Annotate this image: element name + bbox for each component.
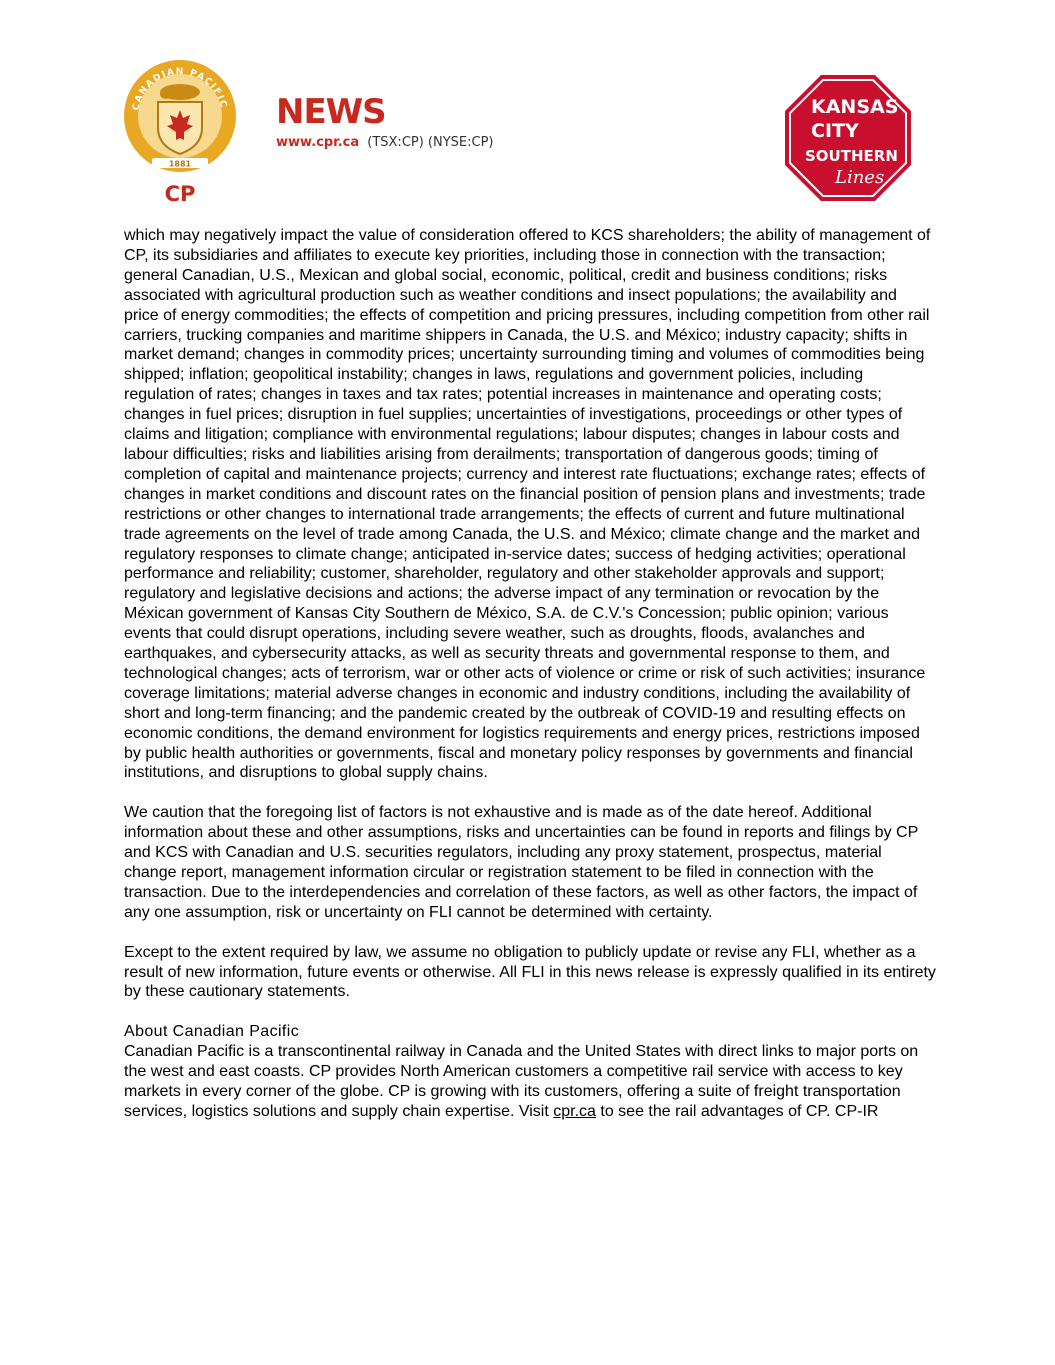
news-header	[276, 94, 494, 150]
cp-logo	[122, 58, 238, 206]
no-obligation-paragraph: Except to the extent required by law, we assume no obligation to publicly update or revise any FLI, whether as a result of new information, future events or otherwise. All FLI in this news release is expressly qualified in its entirety by these cautionary statements.	[124, 943, 936, 1001]
cpr-link[interactable]: cpr.ca	[553, 1102, 596, 1120]
website-text: www.cpr.ca	[276, 135, 360, 150]
document-body	[124, 226, 936, 1122]
about-paragraph	[124, 1042, 936, 1122]
kcs-logo	[783, 73, 913, 203]
kcs-logo-line4: Lines	[835, 167, 885, 188]
kcs-logo-line1: KANSAS	[811, 96, 899, 118]
about-text: Canadian Pacific is a transcontinental railway in Canada and the United States with direct links to major ports on the west and east coasts. CP provides North American customers a competitive rail service with access to key markets in every corner of the globe. CP is growing with its customers, offering a suite of freight transportation services, logistics solutions and supply chain expertise. Visit	[124, 1043, 919, 1120]
kcs-logo-line3: SOUTHERN	[805, 147, 898, 165]
about-text-end: to see the rail advantages of CP. CP-IR	[595, 1102, 879, 1120]
caution-paragraph: We caution that the foregoing list of factors is not exhaustive and is made as of the date hereof. Additional information about these and other assumptions, risks and uncertainties can be found in reports and filings by CP and KCS with Canadian and U.S. securities regulators, including any proxy statement, prospectus, material change report, management information circular or registration statement to be filed in connection with the transaction. Due to the interdependencies and correlation of these factors, as well as other factors, the impact of any one assumption, risk or uncertainty on FLI cannot be determined with certainty.	[124, 804, 918, 921]
cp-logo-monogram: CP	[164, 182, 196, 206]
kcs-logo-line2: CITY	[811, 120, 859, 142]
cp-logo-year: 1881	[168, 159, 192, 169]
news-subline	[276, 135, 494, 150]
cp-logo-ring-text: CANADIAN PACIFIC	[131, 66, 229, 112]
news-title: NEWS	[276, 92, 386, 132]
about-heading: About Canadian Pacific	[124, 1023, 300, 1041]
risk-factors-paragraph: which may negatively impact the value of consideration offered to KCS shareholders; the ability of management of CP, its subsidiaries and affiliates to execute key priorities, including those in connection with the transaction; general Canadian, U.S., Mexican and global social, economic, political, credit and business conditions; risks associated with agricultural production such as weather conditions and insect populations; the availability and price of energy commodities; the effects of competition and pricing pressures, including competition from other rail carriers, trucking companies and maritime shippers in Canada, the U.S. and México; industry capacity; shifts in market demand; changes in commodity prices; uncertainty surrounding timing and volumes of commodities being shipped; inflation; geopolitical instability; changes in laws, regulations and government policies, including regulation of rates; changes in taxes and tax rates; potential increases in maintenance and operating costs; changes in fuel prices; disruption in fuel supplies; uncertainties of investigations, proceedings or other types of claims and litigation; compliance with environmental regulations; labour disputes; changes in labour costs and labour difficulties; risks and liabilities arising from derailments; transportation of dangerous goods; timing of completion of capital and maintenance projects; currency and interest rate fluctuations; exchange rates; effects of changes in market conditions and discount rates on the financial position of pension plans and investments; trade restrictions or other changes to international trade arrangements; the effects of current and future multinational trade agreements on the level of trade among Canada, the U.S. and México; climate change and the market and regulatory responses to climate change; anticipated in-service dates; success of hedging activities; operational performance and reliability; customer, shareholder, regulatory and other stakeholder approvals and support; regulatory and legislative decisions and actions; the adverse impact of any termination or revocation by the Méxican government of Kansas City Southern de México, S.A. de C.V.'s Concession; public opinion; various events that could disrupt operations, including severe weather, such as droughts, floods, avalanches and earthquakes, and cybersecurity attacks, as well as security threats and governmental response to them, and technological changes; acts of terrorism, war or other acts of violence or crime or risk of such activities; insurance coverage limitations; material adverse changes in economic and industry conditions, including the availability of short and long-term financing; and the pandemic created by the outbreak of COVID-19 and resulting effects on economic conditions, the demand environment for logistics requirements and energy prices, restrictions imposed by public health authorities or governments, fiscal and monetary policy responses by governments and financial institutions, and disruptions to global supply chains.	[124, 227, 931, 782]
stock-tickers: (TSX:CP) (NYSE:CP)	[367, 135, 494, 150]
